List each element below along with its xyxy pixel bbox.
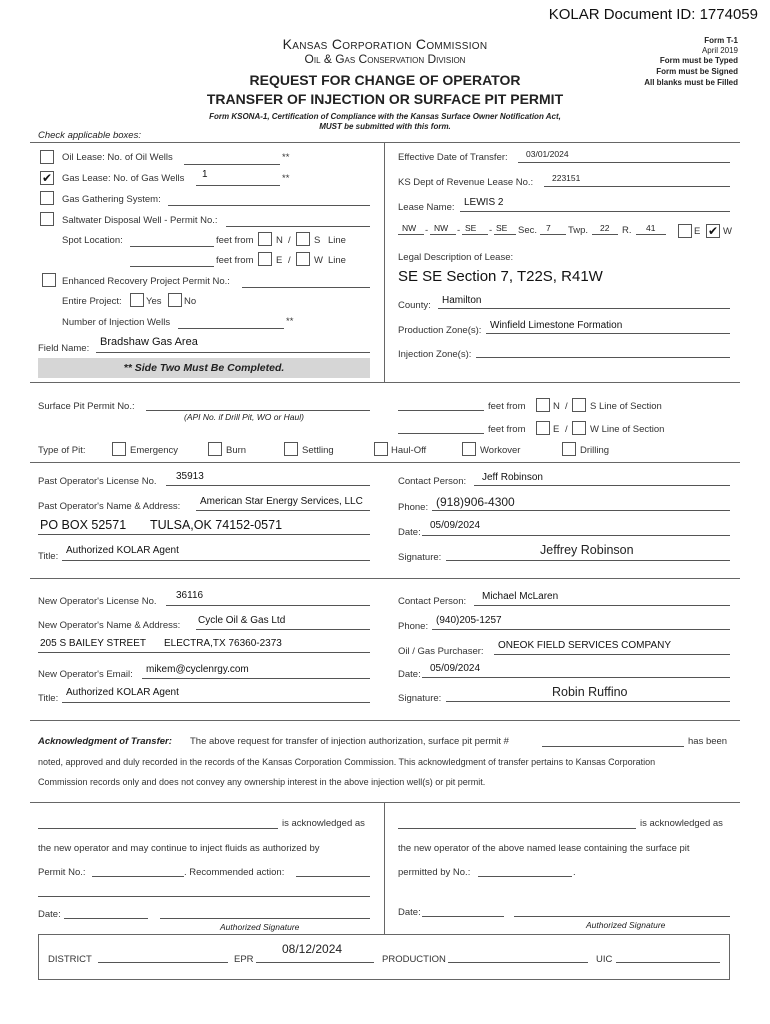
past-address-line-1: PO BOX 52571 [40,518,127,532]
new-phone-value: (940)205-1257 [436,615,502,626]
entire-yes-label: Yes [146,296,162,307]
api-note: (API No. if Drill Pit, WO or Haul) [184,412,304,422]
past-phone-label: Phone: [398,502,429,513]
ack-left-date-field[interactable] [64,918,148,919]
ack-right-name-field[interactable] [398,828,636,829]
pit-e-label: E [553,424,560,435]
field-name-value: Bradshaw Gas Area [100,336,198,348]
township-value: 22 [600,223,610,233]
pit-n-label: N [553,401,560,412]
ack-left-new-operator: the new operator and may continue to inject fluids as authorized by [38,843,320,854]
ack-right-is-ack: is acknowledged as [640,818,723,829]
ack-right-date-label: Date: [398,907,421,918]
gas-lease-label: Gas Lease: No. of Gas Wells [62,173,185,184]
ksona-note-2: MUST be submitted with this form. [319,122,451,131]
production-label: PRODUCTION [382,954,446,965]
district-field[interactable] [98,962,228,963]
check-boxes-label: Check applicable boxes: [38,130,141,141]
ksona-note-1: Form KSONA-1, Certification of Compliance with the Kansas Surface Owner Notification Act, [209,112,561,121]
section-label: Sec. [518,225,538,236]
column-divider [384,142,385,382]
new-license-line[interactable] [166,605,370,606]
range-value: 41 [646,223,656,233]
new-email-label: New Operator's Email: [38,669,133,680]
past-address-line-2: TULSA,OK 74152-0571 [150,518,283,532]
quarter-dash-1: - [425,225,429,236]
past-contact-label: Contact Person: [398,476,467,487]
division-name: Oil & Gas Conservation Division [304,52,466,66]
new-date-label: Date: [398,669,421,680]
pit-workover-checkbox[interactable] [462,442,476,456]
spot-feet-from-1: feet from [216,235,254,246]
spot-e-label: E [276,255,283,266]
new-license-label: New Operator's License No. [38,596,157,607]
entire-no-checkbox[interactable] [168,293,182,307]
new-date-line[interactable] [422,677,730,678]
injection-stars: ** [286,316,294,327]
quarter-4-value: SE [496,223,508,233]
spot-ns-feet-field[interactable] [130,246,214,247]
spot-ew-feet-field[interactable] [130,266,214,267]
ack-permit-no-field[interactable] [92,876,184,877]
pit-settling-label: Settling [302,445,334,456]
new-contact-value: Michael McLaren [482,591,559,602]
spot-feet-from-2: feet from [216,255,254,266]
spot-w-checkbox[interactable] [296,252,310,266]
past-contact-value: Jeff Robinson [482,472,543,483]
new-signature-value: Robin Ruffino [552,685,628,699]
ack-heading: Acknowledgment of Transfer: [38,736,172,747]
ack-left-auth-sig: Authorized Signature [220,922,300,932]
section-divider [30,142,740,143]
surface-pit-permit-field[interactable] [146,410,370,411]
ack-right-new-operator: the new operator of the above named lease containing the surface pit [398,843,690,854]
county-line[interactable] [438,308,730,309]
ack-left-name-field[interactable] [38,828,278,829]
past-date-value: 05/09/2024 [430,520,481,531]
past-contact-line[interactable] [474,485,730,486]
spot-slash-2: / [288,255,291,266]
range-w-label: W [723,226,732,237]
spot-w-label: W [314,255,323,266]
uic-label: UIC [596,954,613,965]
section-divider [30,802,740,803]
new-signature-line[interactable] [446,701,730,702]
section-divider [30,578,740,579]
oil-lease-label: Oil Lease: No. of Oil Wells [62,152,173,163]
pit-workover-label: Workover [480,445,521,456]
effective-date-value: 03/01/2024 [526,149,569,159]
section-divider [30,382,740,383]
past-name-line[interactable] [196,510,370,511]
pit-ns-feet-field[interactable] [398,410,484,411]
commission-name: Kansas Corporation Commission [282,36,488,52]
pit-n-checkbox[interactable] [536,398,550,412]
past-phone-value: (918)906-4300 [436,495,515,509]
form-signed-note: Form must be Signed [656,67,738,76]
lease-name-value: LEWIS 2 [464,197,504,208]
township-label: Twp. [568,225,589,236]
form-title-1: REQUEST FOR CHANGE OF OPERATOR [249,72,521,88]
pit-drilling-checkbox[interactable] [562,442,576,456]
field-name-line[interactable] [96,352,370,353]
injection-zone-label: Injection Zone(s): [398,349,472,360]
entire-yes-checkbox[interactable] [130,293,144,307]
quarter-2-value: NW [434,223,449,233]
new-signature-label: Signature: [398,693,442,704]
ack-permit-field[interactable] [542,746,684,747]
oil-wells-field[interactable] [184,164,280,165]
ack-period: . [573,867,576,878]
pit-feet-from-2: feet from [488,424,526,435]
epr-label: EPR [234,954,254,965]
ack-text-1: The above request for transfer of injection authorization, surface pit permit # [190,736,509,747]
new-name-line[interactable] [196,629,370,630]
ack-permitted-by-label: permitted by No.: [398,867,471,878]
ack-right-date-field[interactable] [422,916,504,917]
form-date: April 2019 [701,46,738,55]
pit-emergency-checkbox[interactable] [112,442,126,456]
section-value: 7 [546,223,551,233]
epr-field[interactable] [256,962,374,963]
surface-pit-label: Surface Pit Permit No.: [38,401,135,412]
quarter-4-line[interactable] [494,234,516,235]
spot-n-checkbox[interactable] [258,232,272,246]
gas-gathering-field[interactable] [168,205,370,206]
pit-emergency-label: Emergency [130,445,179,456]
new-title-value: Authorized KOLAR Agent [66,687,179,698]
past-title-label: Title: [38,551,59,562]
past-license-value: 35913 [176,471,204,482]
new-address-line-2: ELECTRA,TX 76360-2373 [164,638,282,649]
lease-name-label: Lease Name: [398,202,455,213]
injection-wells-label: Number of Injection Wells [62,317,171,328]
section-divider [30,720,740,721]
ks-lease-label: KS Dept of Revenue Lease No.: [398,177,534,188]
ack-recommended-label: . Recommended action: [184,867,285,878]
pit-burn-label: Burn [226,445,247,456]
range-line[interactable] [636,234,666,235]
range-e-label: E [694,226,701,237]
legal-description-label: Legal Description of Lease: [398,252,514,263]
uic-field[interactable] [616,962,720,963]
new-title-line[interactable] [62,702,370,703]
spot-line-2: Line [328,255,346,266]
injection-zone-line[interactable] [476,357,730,358]
gas-gathering-label: Gas Gathering System: [62,194,161,205]
entire-project-label: Entire Project: [62,296,122,307]
pit-e-checkbox[interactable] [536,421,550,435]
new-phone-line[interactable] [432,629,730,630]
form-typed-note: Form must be Typed [659,56,738,65]
side-two-banner [38,358,370,378]
past-title-line[interactable] [62,560,370,561]
purchaser-label: Oil / Gas Purchaser: [398,646,484,657]
spot-e-checkbox[interactable] [258,252,272,266]
range-e-checkbox[interactable] [678,224,692,238]
new-phone-label: Phone: [398,621,429,632]
ks-lease-value: 223151 [552,173,581,183]
ks-lease-line[interactable] [544,186,730,187]
new-license-value: 36116 [176,590,204,601]
gas-wells-value: 1 [202,169,208,180]
purchaser-line[interactable] [494,654,730,655]
ack-left-is-ack: is acknowledged as [282,818,365,829]
past-title-value: Authorized KOLAR Agent [66,545,179,556]
spot-s-checkbox[interactable] [296,232,310,246]
pit-type-label: Type of Pit: [38,445,86,456]
quarter-dash-2: - [457,225,461,236]
production-zone-value: Winfield Limestone Formation [490,320,623,331]
spot-s-label: S [314,235,321,246]
section-divider [30,462,740,463]
oil-lease-checkbox[interactable] [40,150,54,164]
past-date-line[interactable] [422,535,730,536]
injection-wells-field[interactable] [178,328,284,329]
purchaser-value: ONEOK FIELD SERVICES COMPANY [498,640,672,651]
spot-location-label: Spot Location: [62,235,123,246]
pit-slash-1: / [565,401,568,412]
pit-feet-from-1: feet from [488,401,526,412]
past-date-label: Date: [398,527,421,538]
effective-date-line[interactable] [518,162,730,163]
gas-lease-checkbox[interactable] [40,171,54,185]
legal-description-value: SE SE Section 7, T22S, R41W [398,268,603,285]
production-field[interactable] [448,962,588,963]
pit-settling-checkbox[interactable] [284,442,298,456]
range-w-check-mark: ✔ [707,224,719,238]
production-zone-label: Production Zone(s): [398,325,482,336]
spot-slash-1: / [288,235,291,246]
ack-recommended-field[interactable] [296,876,370,877]
ack-right-auth-sig: Authorized Signature [586,920,666,930]
new-email-value: mikem@cyclenrgy.com [146,664,249,675]
form-title-2: TRANSFER OF INJECTION OR SURFACE PIT PERMIT [206,91,564,107]
gas-lease-check-mark: ✔ [41,171,53,185]
county-value: Hamilton [442,295,482,306]
range-label: R. [622,225,632,236]
epr-date-value: 08/12/2024 [282,942,343,956]
ack-recommended-field-2[interactable] [38,896,370,897]
past-name-label: Past Operator's Name & Address: [38,501,181,512]
past-address-line[interactable] [38,534,370,535]
pit-burn-checkbox[interactable] [208,442,222,456]
quarter-1-line[interactable] [398,234,424,235]
range-w-checkbox[interactable] [706,224,720,238]
eor-label: Enhanced Recovery Project Permit No.: [62,276,230,287]
spot-n-label: N [276,235,283,246]
ack-has-been: has been [688,736,728,747]
pit-ew-feet-field[interactable] [398,433,484,434]
side-two-text: ** Side Two Must Be Completed. [123,362,285,374]
entire-no-label: No [184,296,197,307]
new-name-label: New Operator's Name & Address: [38,620,181,631]
past-phone-line[interactable] [432,510,730,511]
quarter-1-value: NW [402,223,417,233]
pit-slash-2: / [565,424,568,435]
eor-checkbox[interactable] [42,273,56,287]
township-line[interactable] [592,234,618,235]
effective-date-label: Effective Date of Transfer: [398,152,508,163]
swd-label: Saltwater Disposal Well - Permit No.: [62,215,218,226]
pit-drilling-label: Drilling [580,445,610,456]
quarter-2-line[interactable] [430,234,456,235]
gas-wells-field[interactable] [196,185,280,186]
new-title-label: Title: [38,693,59,704]
eor-permit-field[interactable] [242,287,370,288]
new-contact-line[interactable] [474,605,730,606]
ack-permit-no-label: Permit No.: [38,867,86,878]
new-date-value: 05/09/2024 [430,663,481,674]
pit-s-checkbox[interactable] [572,398,586,412]
gas-gathering-checkbox[interactable] [40,191,54,205]
ack-text-3: Commission records only and does not convey any ownership interest in the above injection well(s) or pit permit. [38,777,486,787]
past-license-line[interactable] [166,485,370,486]
new-address-line-1: 205 S BAILEY STREET [40,638,146,649]
swd-checkbox[interactable] [40,212,54,226]
pit-w-checkbox[interactable] [572,421,586,435]
swd-permit-field[interactable] [226,226,370,227]
pit-haul-off-label: Haul-Off [391,445,427,456]
ack-left-date-label: Date: [38,909,61,920]
past-name-value: American Star Energy Services, LLC [200,496,363,507]
production-zone-line[interactable] [486,333,730,334]
quarter-dash-3: - [489,225,493,236]
past-license-label: Past Operator's License No. [38,476,157,487]
past-signature-value: Jeffrey Robinson [540,543,634,557]
pit-w-line-label: W Line of Section [590,424,665,435]
form-number: Form T-1 [704,36,738,45]
new-email-line[interactable] [142,678,370,679]
gas-stars: ** [282,173,290,184]
district-label: DISTRICT [48,954,92,965]
section-line[interactable] [540,234,566,235]
ack-column-divider [384,802,385,934]
county-label: County: [398,300,431,311]
new-contact-label: Contact Person: [398,596,467,607]
field-name-label: Field Name: [38,343,90,354]
quarter-3-line[interactable] [462,234,488,235]
past-signature-line[interactable] [446,560,730,561]
ack-left-signature-field[interactable] [160,918,370,919]
pit-s-line-label: S Line of Section [590,401,662,412]
spot-line-1: Line [328,235,346,246]
oil-stars: ** [282,152,290,163]
lease-name-line[interactable] [460,211,730,212]
ack-right-signature-field[interactable] [514,916,730,917]
new-name-value: Cycle Oil & Gas Ltd [198,615,286,626]
document-id: KOLAR Document ID: 1774059 [548,6,758,23]
past-signature-label: Signature: [398,552,442,563]
ack-permitted-by-field[interactable] [478,876,572,877]
quarter-3-value: SE [465,223,477,233]
pit-haul-off-checkbox[interactable] [374,442,388,456]
new-address-line[interactable] [38,652,370,653]
ack-text-2: noted, approved and duly recorded in the records of the Kansas Corporation Commission. This acknowledgment of transfer pertains to Kansas Corporation [38,757,656,767]
form-filled-note: All blanks must be Filled [644,78,738,87]
